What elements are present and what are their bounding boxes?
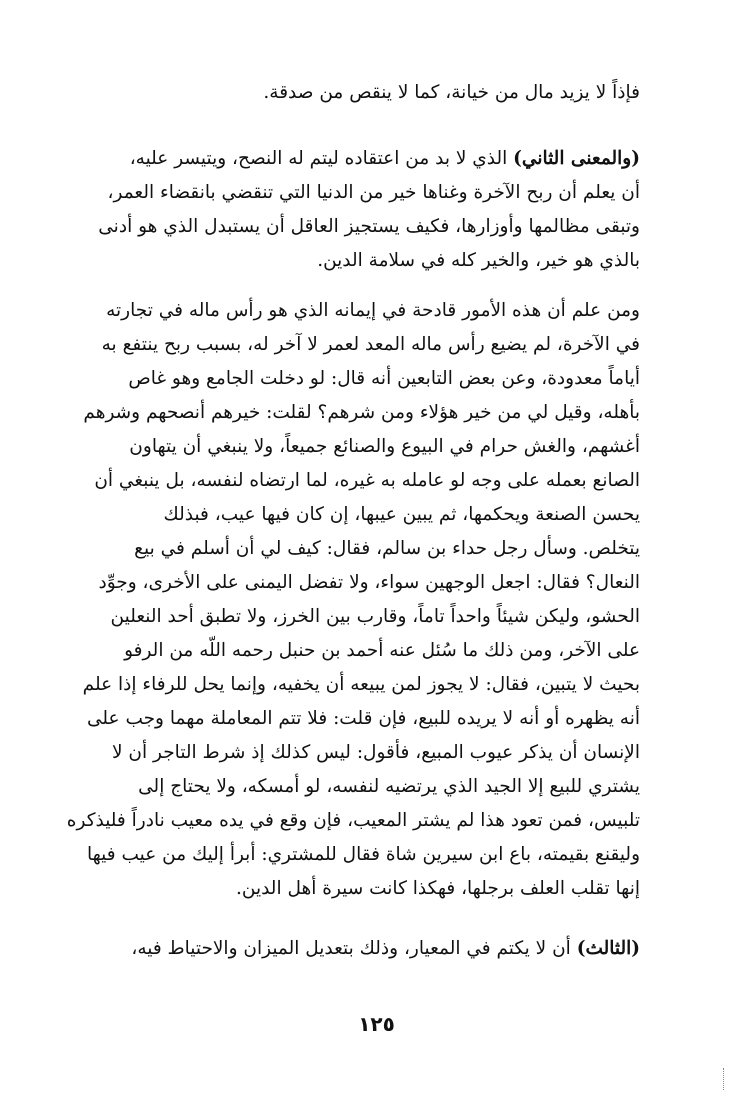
paragraph-2-line-2: أن يعلم أن ربح الآخرة وغناها خير من الدنيا التي تنقضي بانقضاء العمر، <box>107 182 640 203</box>
paragraph-3-line-8: يتخلص. وسأل رجل حداء بن سالم، فقال: كيف لي أن أسلم في بيع <box>134 538 640 559</box>
paragraph-2-line-1 <box>85 142 640 176</box>
paragraph-3-line-18: إنها تقلب العلف برجلها، فهكذا كانت سيرة أهل الدين. <box>235 878 640 899</box>
paragraph-4-line-1-text: أن لا يكتم في المعيار، وذلك بتعديل الميزان والاحتياط فيه، <box>131 938 571 959</box>
page-number: ١٢٥ <box>358 1012 395 1036</box>
paragraph-3-line-5: أغشهم، والغش حرام في البيوع والصنائع جميعاً، ولا ينبغي أن يتهاون <box>129 436 640 457</box>
paragraph-3-line-14: الإنسان أن يذكر عيوب المبيع، فأقول: ليس كذلك إذ شرط التاجر أن لا <box>112 742 640 763</box>
paragraph-3-line-3: أياماً معدودة، وعن بعض التابعين أنه قال: لو دخلت الجامع وهو غاص <box>128 368 640 389</box>
scan-artifact-mark <box>723 1068 727 1090</box>
paragraph-3-line-17: وليقنع بقيمته، باع ابن سيرين شاة فقال للمشتري: أبرأ إليك من عيب فيها <box>86 844 640 865</box>
section-heading-third: (الثالث) <box>576 938 640 959</box>
paragraph-3-line-16: تلبيس، فمن تعود هذا لم يشتر المعيب، فإن وقع في يده معيب نادراً فليذكره <box>66 810 640 831</box>
paragraph-3-line-10: الحشو، وليكن شيئاً واحداً تاماً، وقارب بين الخرز، ولا تطبق أحد النعلين <box>110 606 640 627</box>
paragraph-3-line-12: بحيث لا يتبين، فقال: لا يجوز لمن يبيعه أن يخفيه، وإنما يحل للرفاء إذا علم <box>82 674 640 695</box>
paragraph-2 <box>85 142 640 278</box>
paragraph-3-line-11: على الآخر، ومن ذلك ما سُئل عنه أحمد بن حنبل رحمه اللّه من الرفو <box>124 640 640 661</box>
paragraph-2-line-1-text: الذي لا بد من اعتقاده ليتم له النصح، ويتيسر عليه، <box>129 148 508 169</box>
paragraph-3-line-1: ومن علم أن هذه الأمور قادحة في إيمانه الذي هو رأس ماله في تجارته <box>106 300 640 321</box>
paragraph-3-line-13: أنه يظهره أو أنه لا يريده للبيع، فإن قلت: فلا تتم المعاملة مهما وجب على <box>86 708 640 729</box>
paragraph-1-line-1: فإذاً لا يزيد مال من خيانة، كما لا ينقص من صدقة. <box>263 82 640 103</box>
paragraph-3-line-15: يشتري للبيع إلا الجيد الذي يرتضيه لنفسه، لو أمسكه، ولا يحتاج إلى <box>138 776 640 797</box>
paragraph-3-line-6: الصانع بعمله على وجه لو عامله به غيره، لما ارتضاه لنفسه، بل ينبغي أن <box>94 470 640 491</box>
paragraph-2-line-4: بالذي هو خير، والخير كله في سلامة الدين. <box>317 250 640 271</box>
paragraph-2-line-3: وتبقى مظالمها وأوزارها، فكيف يستجيز العاقل أن يستبدل الذي هو أدنى <box>98 216 640 237</box>
paragraph-1 <box>85 76 640 110</box>
paragraph-4-line-1 <box>85 932 640 966</box>
paragraph-3-line-7: يحسن الصنعة ويحكمها، ثم يبين عيبها، إن كان فيها عيب، فبذلك <box>163 504 640 525</box>
paragraph-4 <box>85 932 640 966</box>
paragraph-3-line-4: بأهله، وقيل لي من خير هؤلاء ومن شرهم؟ لقلت: خيرهم أنصحهم وشرهم <box>83 402 640 423</box>
paragraph-3 <box>66 294 640 906</box>
paragraph-3-line-9: النعال؟ فقال: اجعل الوجهين سواء، ولا تفضل اليمنى على الأخرى، وجوِّد <box>98 572 640 593</box>
paragraph-3-line-2: في الآخرة، لم يضيع رأس ماله المعد لعمر لا آخر له، بسبب ربح ينتفع به <box>101 334 640 355</box>
section-heading-second-meaning: (والمعنى الثاني) <box>513 148 640 169</box>
